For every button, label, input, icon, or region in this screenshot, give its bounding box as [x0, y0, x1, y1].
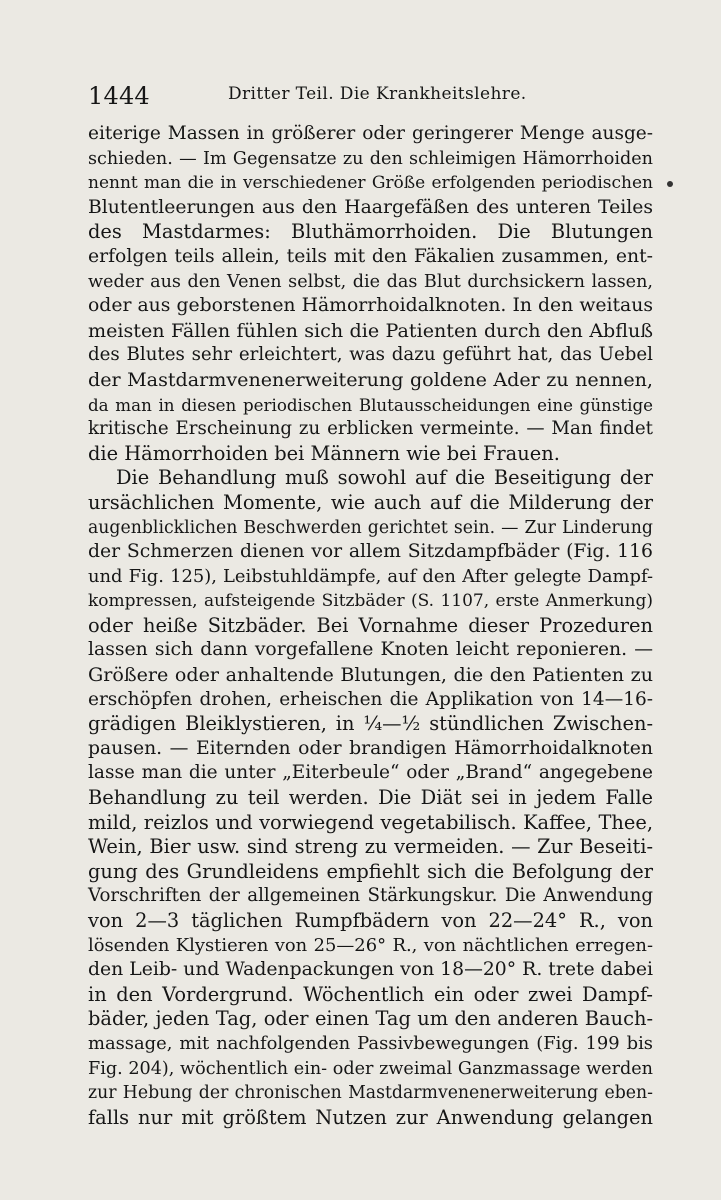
- text-line: der Schmerzen dienen vor allem Sitzdampfbäder (Fig. 116: [88, 541, 653, 563]
- text-line: lassen sich dann vorgefallene Knoten leicht reponieren. —: [88, 639, 653, 661]
- text-line: erschöpfen drohen, erheischen die Applikation von 14—16-: [88, 688, 653, 710]
- text-line: mild, reizlos und vorwiegend vegetabilisch. Kaffee, Thee,: [88, 810, 653, 834]
- text-line: von 2—3 täglichen Rumpfbädern von 22—24° R., von: [88, 909, 653, 932]
- text-line: weder aus den Venen selbst, die das Blut durchsickern lassen,: [88, 271, 653, 292]
- text-line: kompressen, aufsteigende Sitzbäder (S. 1107, erste Anmerkung): [88, 591, 653, 612]
- text-line: des Mastdarmes: Bluthämorrhoiden. Die Blutungen: [88, 220, 653, 244]
- text-line: den Leib- und Wadenpackungen von 18—20° R. trete dabei: [88, 959, 653, 981]
- text-line: bäder, jeden Tag, oder einen Tag um den anderen Bauch-: [88, 1007, 653, 1031]
- text-line: Größere oder anhaltende Blutungen, die den Patienten zu: [88, 663, 653, 687]
- text-line: meisten Fällen fühlen sich die Patienten durch den Abfluß: [88, 318, 653, 342]
- text-line: lasse man die unter „Eiterbeule“ oder „Brand“ angegebene: [88, 762, 653, 784]
- text-line: erfolgen teils allein, teils mit den Fäkalien zusammen, ent-: [88, 245, 653, 267]
- text-line: Vorschriften der allgemeinen Stärkungskur. Die Anwendung: [88, 885, 653, 907]
- text-line: Wein, Bier usw. sind streng zu vermeiden. — Zur Beseiti-: [88, 835, 653, 859]
- text-line: oder aus geborstenen Hämorrhoidalknoten. In den weitaus: [88, 295, 653, 317]
- page-number: 1444: [88, 82, 150, 110]
- text-line: des Blutes sehr erleichtert, was dazu geführt hat, das Uebel: [88, 344, 653, 366]
- running-head: Dritter Teil. Die Krankheitslehre.: [228, 84, 527, 104]
- text-line: der Mastdarmvenenerweiterung goldene Ader zu nennen,: [88, 367, 653, 391]
- text-line: ursächlichen Momente, wie auch auf die Milderung der: [88, 490, 653, 514]
- text-line: Die Behandlung muß sowohl auf die Beseitigung der: [116, 466, 653, 490]
- text-line: pausen. — Eiternden oder brandigen Hämorrhoidalknoten: [88, 737, 653, 759]
- text-line: eiterige Massen in größerer oder geringerer Menge ausge-: [88, 123, 653, 144]
- text-line: massage, mit nachfolgenden Passivbewegungen (Fig. 199 bis: [88, 1032, 653, 1054]
- text-line: Blutentleerungen aus den Haargefäßen des unteren Teiles: [88, 196, 653, 218]
- text-line: gung des Grundleidens empfiehlt sich die Befolgung der: [88, 859, 653, 883]
- text-line: in den Vordergrund. Wöchentlich ein oder zwei Dampf-: [88, 982, 653, 1006]
- text-line: oder heiße Sitzbäder. Bei Vornahme dieser Prozeduren: [88, 613, 653, 637]
- text-line: augenblicklichen Beschwerden gerichtet sein. — Zur Linderung: [88, 517, 653, 538]
- text-line: schieden. — Im Gegensatze zu den schleimigen Hämorrhoiden: [88, 148, 653, 169]
- text-line: Behandlung zu teil werden. Die Diät sei in jedem Falle: [88, 786, 653, 810]
- text-line: nennt man die in verschiedener Größe erfolgenden periodischen: [88, 173, 653, 194]
- text-line: falls nur mit größtem Nutzen zur Anwendung gelangen: [88, 1105, 653, 1129]
- body-text: [88, 122, 653, 1130]
- text-line: Fig. 204), wöchentlich ein- oder zweimal Ganzmassage werden: [88, 1058, 653, 1079]
- text-line: grädigen Bleiklystieren, in ¼—½ stündlichen Zwischen-: [88, 712, 653, 736]
- text-line: die Hämorrhoiden bei Männern wie bei Frauen.: [88, 441, 560, 465]
- text-line: da man in diesen periodischen Blutausscheidungen eine günstige: [88, 394, 653, 415]
- text-line: zur Hebung der chronischen Mastdarmvenenerweiterung eben-: [88, 1083, 653, 1104]
- text-line: und Fig. 125), Leibstuhldämpfe, auf den After gelegte Dampf-: [88, 565, 653, 587]
- text-line: lösenden Klystieren von 25—26° R., von nächtlichen erregen-: [88, 934, 653, 956]
- page-header: [88, 74, 648, 110]
- print-speck: [667, 181, 673, 187]
- text-line: kritische Erscheinung zu erblicken vermeinte. — Man findet: [88, 418, 653, 440]
